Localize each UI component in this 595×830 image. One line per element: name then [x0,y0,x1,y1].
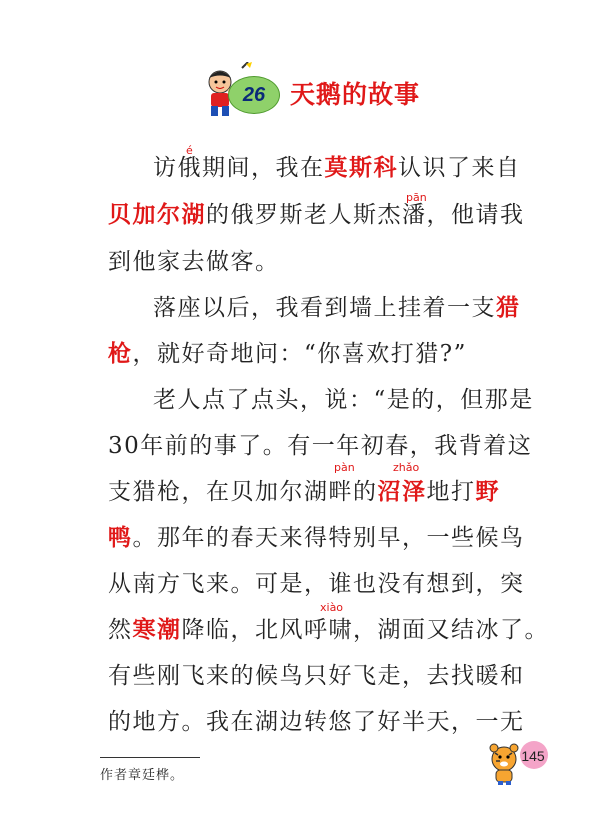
keyword: 寒潮 [132,616,182,643]
lesson-title [290,75,420,111]
page-number: 145 [521,748,545,764]
text-line: 的地方。我在湖边转悠了好半天，一无 [108,709,525,735]
text-line: 到他家去做客。 [108,249,280,275]
keyword: 沼泽 [377,478,427,505]
title-rest: 的故事 [342,80,421,109]
pinyin-pan: pān [406,191,427,204]
text-line: 鸭。那年的春天来得特别早，一些候鸟 [108,524,525,551]
pinyin-xiao: xiào [320,601,344,614]
text-line: 贝加尔湖的俄罗斯老人斯杰潘，他请我 [108,201,525,228]
lesson-number-badge: 26 [228,76,280,114]
text-line: 从南方飞来。可是，谁也没有想到，突 [108,571,525,597]
keyword: 猎 [496,294,521,321]
keyword: 贝加尔湖 [108,201,206,228]
keyword: 莫斯科 [324,154,398,181]
pinyin-zhao: zhǎo [393,461,420,474]
text-line: 枪，就好奇地问：“你喜欢打猎?” [108,340,467,367]
text-line: 然寒潮降临，北风呼啸，湖面又结冰了。 [108,616,549,643]
lesson-header [198,62,438,122]
keyword: 野 [475,478,500,505]
pinyin-e: é [186,144,193,157]
keyword: 鸭 [108,524,133,551]
keyword: 枪 [108,340,133,367]
footnote-divider [100,757,200,758]
text-line: 访俄期间，我在莫斯科认识了来自 [153,154,521,181]
text-line: 30年前的事了。有一年初春，我背着这 [108,433,533,459]
text-line: 落座以后，我看到墙上挂着一支猎 [153,294,521,321]
pinyin-pan-bank: pàn [334,461,355,474]
text-line: 有些刚飞来的候鸟只好飞走，去找暖和 [108,663,525,689]
text-line: 老人点了点头，说：“是的，但那是 [153,387,534,413]
text-line: 支猎枪，在贝加尔湖畔的沼泽地打野 [108,478,500,505]
title-keyword: 天鹅 [290,80,343,109]
footnote: 作者章廷桦。 [100,768,185,783]
